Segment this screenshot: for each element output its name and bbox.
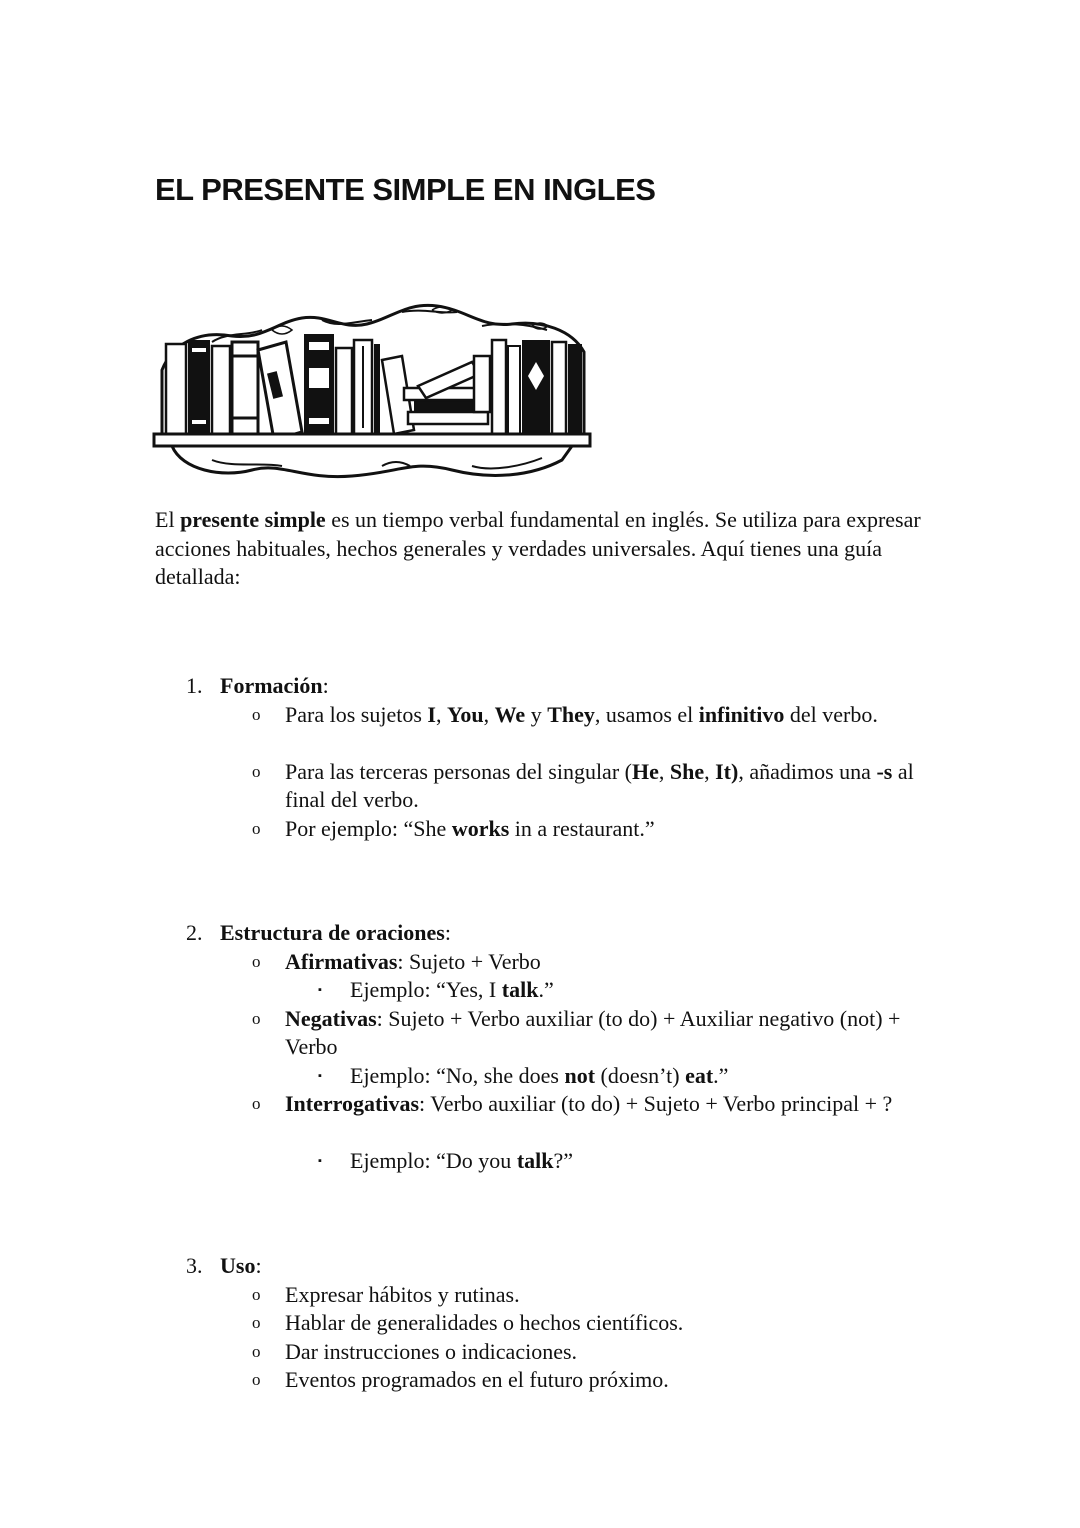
intro-paragraph: El presente simple es un tiempo verbal fundamental en inglés. Se utiliza para expresar acciones habituales, hechos generales y verdades universales. Aquí tienes una guía detallada:	[155, 507, 921, 589]
bullet-circle-icon: o	[252, 1370, 261, 1389]
bullet-circle-icon: o	[252, 818, 261, 838]
bullet-circle-icon: o	[252, 1313, 261, 1332]
section-heading: 1. Formación:	[186, 673, 329, 698]
bookshelf-illustration	[152, 300, 592, 485]
section-heading: 3. Uso:	[186, 1253, 262, 1278]
bullet-square-icon: ▪	[318, 984, 322, 996]
bullet-circle-icon: o	[252, 1284, 261, 1304]
bullet-circle-icon: o	[252, 1341, 261, 1361]
bullet-circle-icon: o	[252, 761, 261, 781]
bullet-circle-icon: o	[252, 1094, 261, 1113]
bullet-circle-icon: o	[252, 1008, 261, 1028]
page-title: EL PRESENTE SIMPLE EN INGLES	[155, 172, 656, 207]
section-heading: 2. Estructura de oraciones:	[186, 920, 451, 945]
bullet-circle-icon: o	[252, 951, 261, 971]
bullet-square-icon: ▪	[318, 1069, 322, 1082]
bullet-square-icon: ▪	[318, 1155, 322, 1167]
bullet-circle-icon: o	[252, 704, 261, 724]
